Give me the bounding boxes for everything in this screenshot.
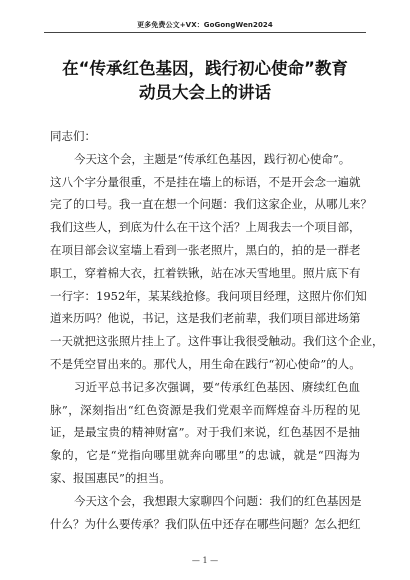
paragraph-line: 我们这些人，到底为什么在干这个活？上周我去一个项目部，	[50, 220, 361, 235]
paragraph-line: 职工，穿着棉大衣，扛着铁锹，站在冰天雪地里。照片底下有	[50, 265, 361, 280]
document-body	[0, 125, 410, 535]
paragraph-line: 一天就把这张照片挂上了。这件事让我很受触动。我们这个企业，	[50, 334, 384, 349]
paragraph-line: 在项目部会议室墙上看到一张老照片，黑白的，拍的是一群老	[50, 242, 361, 257]
document-title	[30, 57, 380, 105]
title-line-1: 在“传承红色基因，践行初心使命”教育	[62, 59, 348, 78]
paragraph-line: 习近平总书记多次强调，要“传承红色基因、赓续红色血	[74, 379, 360, 394]
title-line-2: 动员大会上的讲话	[139, 83, 271, 102]
paragraph-line: 一行字：1952年，某某线抢修。我问项目经理，这照片你们知	[50, 288, 367, 303]
header-divider	[44, 32, 366, 33]
page-number: — 1 —	[191, 556, 219, 565]
paragraph-line: 完了的口号。我一直在想一个问题：我们这家企业，从哪儿来？	[50, 197, 372, 212]
paragraph-line: 道来历吗？他说，书记，这是我们老前辈，我们项目部进场第	[50, 311, 361, 326]
paragraph-line: 家、报国惠民”的担当。	[50, 470, 171, 485]
paragraph-line: 脉”，深刻指出“红色资源是我们党艰辛而辉煌奋斗历程的见	[50, 402, 360, 417]
paragraph-line: 今天这个会，我想跟大家聊四个问题：我们的红色基因是	[74, 493, 362, 508]
header-note: 更多免费公文+VX：GoGongWen2024	[137, 21, 273, 29]
salutation: 同志们：	[50, 129, 96, 143]
paragraph-line: 证，是最宝贵的精神财富”。对于我们来说，红色基因不是抽	[50, 425, 360, 440]
paragraph-line: 今天这个会，主题是“传承红色基因，践行初心使命”。	[74, 151, 351, 166]
paragraph-line: 这八个字分量很重，不是挂在墙上的标语，不是开会念一遍就	[50, 174, 361, 189]
paragraph-line: 不是凭空冒出来的。那代人，用生命在践行“初心使命”的人。	[50, 356, 361, 371]
paragraph-line: 象的，它是“党指向哪里就奔向哪里”的忠诚，就是“四海为	[50, 448, 360, 463]
paragraph-line: 什么？为什么要传承？我们队伍中还存在哪些问题？怎么把红	[50, 516, 361, 531]
